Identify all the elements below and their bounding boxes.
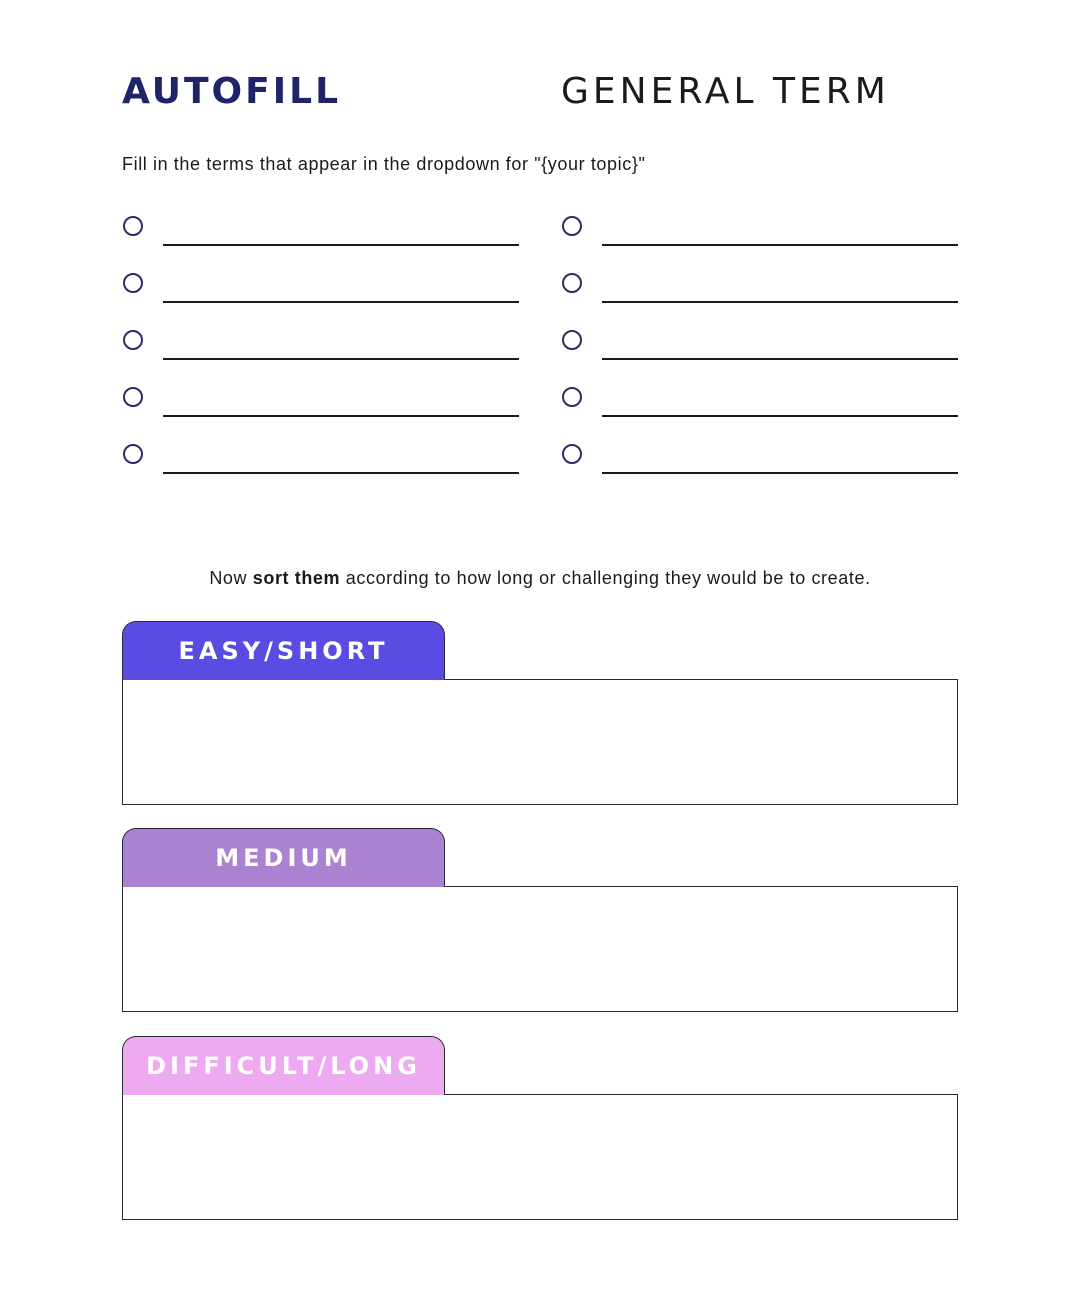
category-box-difficult-long[interactable]	[122, 1094, 958, 1220]
page-title-autofill: AUTOFILL	[122, 71, 342, 112]
term-radio[interactable]	[562, 387, 582, 407]
term-item-right-5	[562, 444, 962, 484]
term-blank-line[interactable]	[163, 301, 519, 303]
sort-instruction	[0, 566, 1080, 590]
term-item-left-1	[123, 216, 523, 256]
page-title-general-term: GENERAL TERM	[561, 71, 890, 112]
term-blank-line[interactable]	[163, 415, 519, 417]
term-blank-line[interactable]	[602, 415, 958, 417]
term-item-left-3	[123, 330, 523, 370]
sort-instruction-suffix: according to how long or challenging they would be to create.	[340, 568, 871, 588]
term-radio[interactable]	[562, 444, 582, 464]
term-item-left-5	[123, 444, 523, 484]
term-radio[interactable]	[123, 330, 143, 350]
term-item-left-4	[123, 387, 523, 427]
term-radio[interactable]	[123, 216, 143, 236]
sort-instruction-bold: sort them	[252, 568, 341, 588]
term-blank-line[interactable]	[163, 472, 519, 474]
category-tab-easy-short: EASY/SHORT	[122, 621, 445, 680]
category-box-medium[interactable]	[122, 886, 958, 1012]
term-item-left-2	[123, 273, 523, 313]
term-blank-line[interactable]	[163, 244, 519, 246]
fill-instruction: Fill in the terms that appear in the dropdown for "{your topic}"	[122, 154, 646, 174]
term-blank-line[interactable]	[163, 358, 519, 360]
term-item-right-4	[562, 387, 962, 427]
term-radio[interactable]	[562, 273, 582, 293]
term-blank-line[interactable]	[602, 358, 958, 360]
term-radio[interactable]	[123, 444, 143, 464]
category-tab-difficult-long: DIFFICULT/LONG	[122, 1036, 445, 1095]
category-box-easy-short[interactable]	[122, 679, 958, 805]
term-blank-line[interactable]	[602, 244, 958, 246]
term-item-right-2	[562, 273, 962, 313]
sort-instruction-prefix: Now	[209, 568, 253, 588]
term-item-right-1	[562, 216, 962, 256]
term-radio[interactable]	[123, 273, 143, 293]
term-radio[interactable]	[123, 387, 143, 407]
term-radio[interactable]	[562, 330, 582, 350]
category-tab-medium: MEDIUM	[122, 828, 445, 887]
term-blank-line[interactable]	[602, 301, 958, 303]
term-blank-line[interactable]	[602, 472, 958, 474]
term-item-right-3	[562, 330, 962, 370]
term-radio[interactable]	[562, 216, 582, 236]
